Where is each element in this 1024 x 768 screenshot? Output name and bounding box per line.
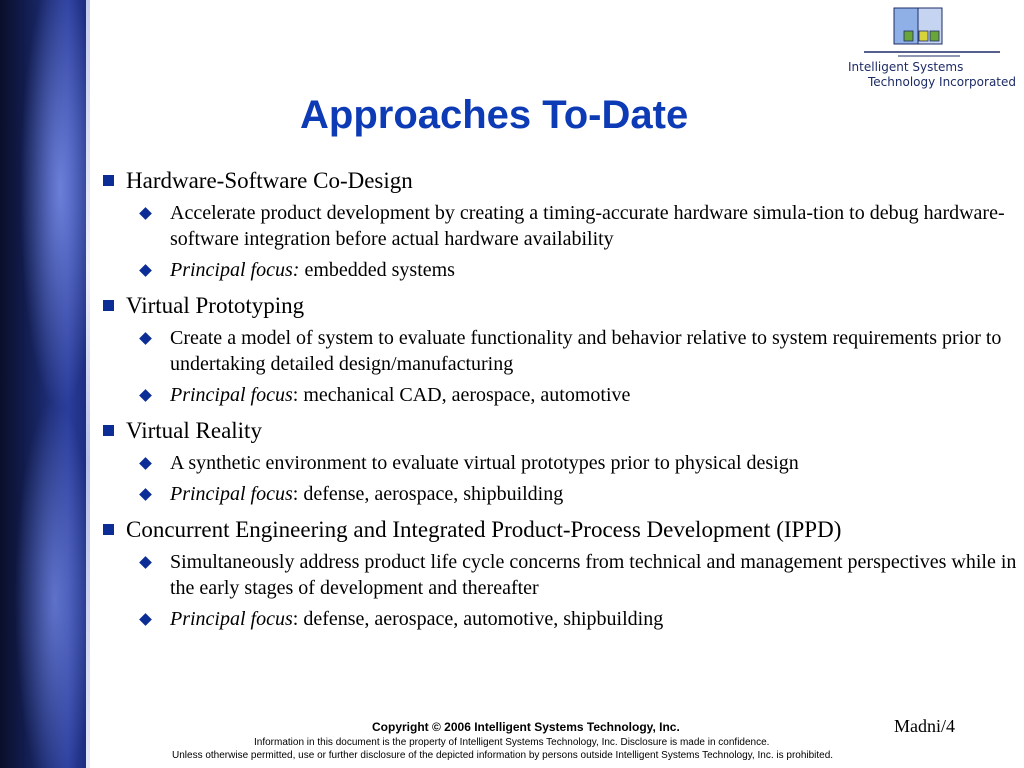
section-heading: Concurrent Engineering and Integrated Product-Process Development (IPPD) bbox=[126, 517, 842, 542]
section-virtual-prototyping bbox=[103, 292, 1018, 320]
list-item bbox=[103, 382, 1018, 408]
square-bullet-icon bbox=[103, 425, 114, 436]
square-bullet-icon bbox=[103, 524, 114, 535]
page-number: Madni/4 bbox=[894, 716, 955, 736]
diamond-bullet-icon bbox=[139, 488, 152, 501]
section-virtual-reality bbox=[103, 417, 1018, 445]
list-item bbox=[103, 325, 1018, 377]
item-text: Create a model of system to evaluate functionality and behavior relative to system requirements prior to undertaking detailed design/manufacturing bbox=[170, 327, 1002, 375]
section-hardware-software-codesign bbox=[103, 167, 1018, 195]
square-bullet-icon bbox=[103, 175, 114, 186]
diamond-bullet-icon bbox=[139, 457, 152, 470]
diamond-bullet-icon bbox=[139, 332, 152, 345]
item-italic-label: Principal focus: bbox=[170, 259, 300, 281]
diamond-bullet-icon bbox=[139, 556, 152, 569]
item-text: : defense, aerospace, automotive, shipbuilding bbox=[292, 608, 664, 630]
item-text: A synthetic environment to evaluate virtual prototypes prior to physical design bbox=[170, 452, 799, 474]
item-text: : defense, aerospace, shipbuilding bbox=[292, 483, 564, 505]
item-text: embedded systems bbox=[299, 259, 455, 281]
list-item bbox=[103, 200, 1018, 252]
item-text: : mechanical CAD, aerospace, automotive bbox=[292, 384, 631, 406]
side-band-edge bbox=[86, 0, 90, 768]
item-text: Accelerate product development by creating a timing-accurate hardware simula-tion to debug hardware-software integration before actual hardware availability bbox=[170, 202, 1005, 250]
footer-copyright: Copyright © 2006 Intelligent Systems Technology, Inc. bbox=[372, 720, 680, 734]
section-heading: Hardware-Software Co-Design bbox=[126, 168, 413, 193]
list-item bbox=[103, 606, 1018, 632]
diamond-bullet-icon bbox=[139, 613, 152, 626]
list-item bbox=[103, 257, 1018, 283]
company-logo bbox=[838, 4, 1022, 94]
slide-title: Approaches To-Date bbox=[300, 93, 689, 137]
list-item bbox=[103, 481, 1018, 507]
list-item bbox=[103, 549, 1018, 601]
company-logo-mark bbox=[838, 4, 1022, 60]
decorative-side-band bbox=[0, 0, 90, 768]
logo-text-line1: Intelligent Systems bbox=[848, 60, 964, 74]
diamond-bullet-icon bbox=[139, 264, 152, 277]
list-item bbox=[103, 450, 1018, 476]
item-italic-label: Principal focus bbox=[170, 608, 293, 630]
item-text: Simultaneously address product life cycle concerns from technical and management perspectives while in the early stages of development and thereafter bbox=[170, 551, 1017, 599]
section-heading: Virtual Prototyping bbox=[126, 293, 305, 318]
diamond-bullet-icon bbox=[139, 389, 152, 402]
square-bullet-icon bbox=[103, 300, 114, 311]
logo-text-line2: Technology Incorporated bbox=[868, 75, 1017, 89]
item-italic-label: Principal focus bbox=[170, 384, 293, 406]
section-heading: Virtual Reality bbox=[126, 418, 262, 443]
footer-confidentiality-notice: Information in this document is the property of Intelligent Systems Technology, Inc. Disclosure is made in confidence. bbox=[254, 737, 770, 748]
diamond-bullet-icon bbox=[139, 207, 152, 220]
section-concurrent-engineering-ippd bbox=[103, 516, 1018, 544]
footer-legal-notice: Unless otherwise permitted, use or further disclosure of the depicted information by persons outside Intelligent Systems Technology, Inc. is prohibited. bbox=[172, 750, 834, 761]
item-italic-label: Principal focus bbox=[170, 483, 293, 505]
bullet-list bbox=[103, 167, 1018, 632]
